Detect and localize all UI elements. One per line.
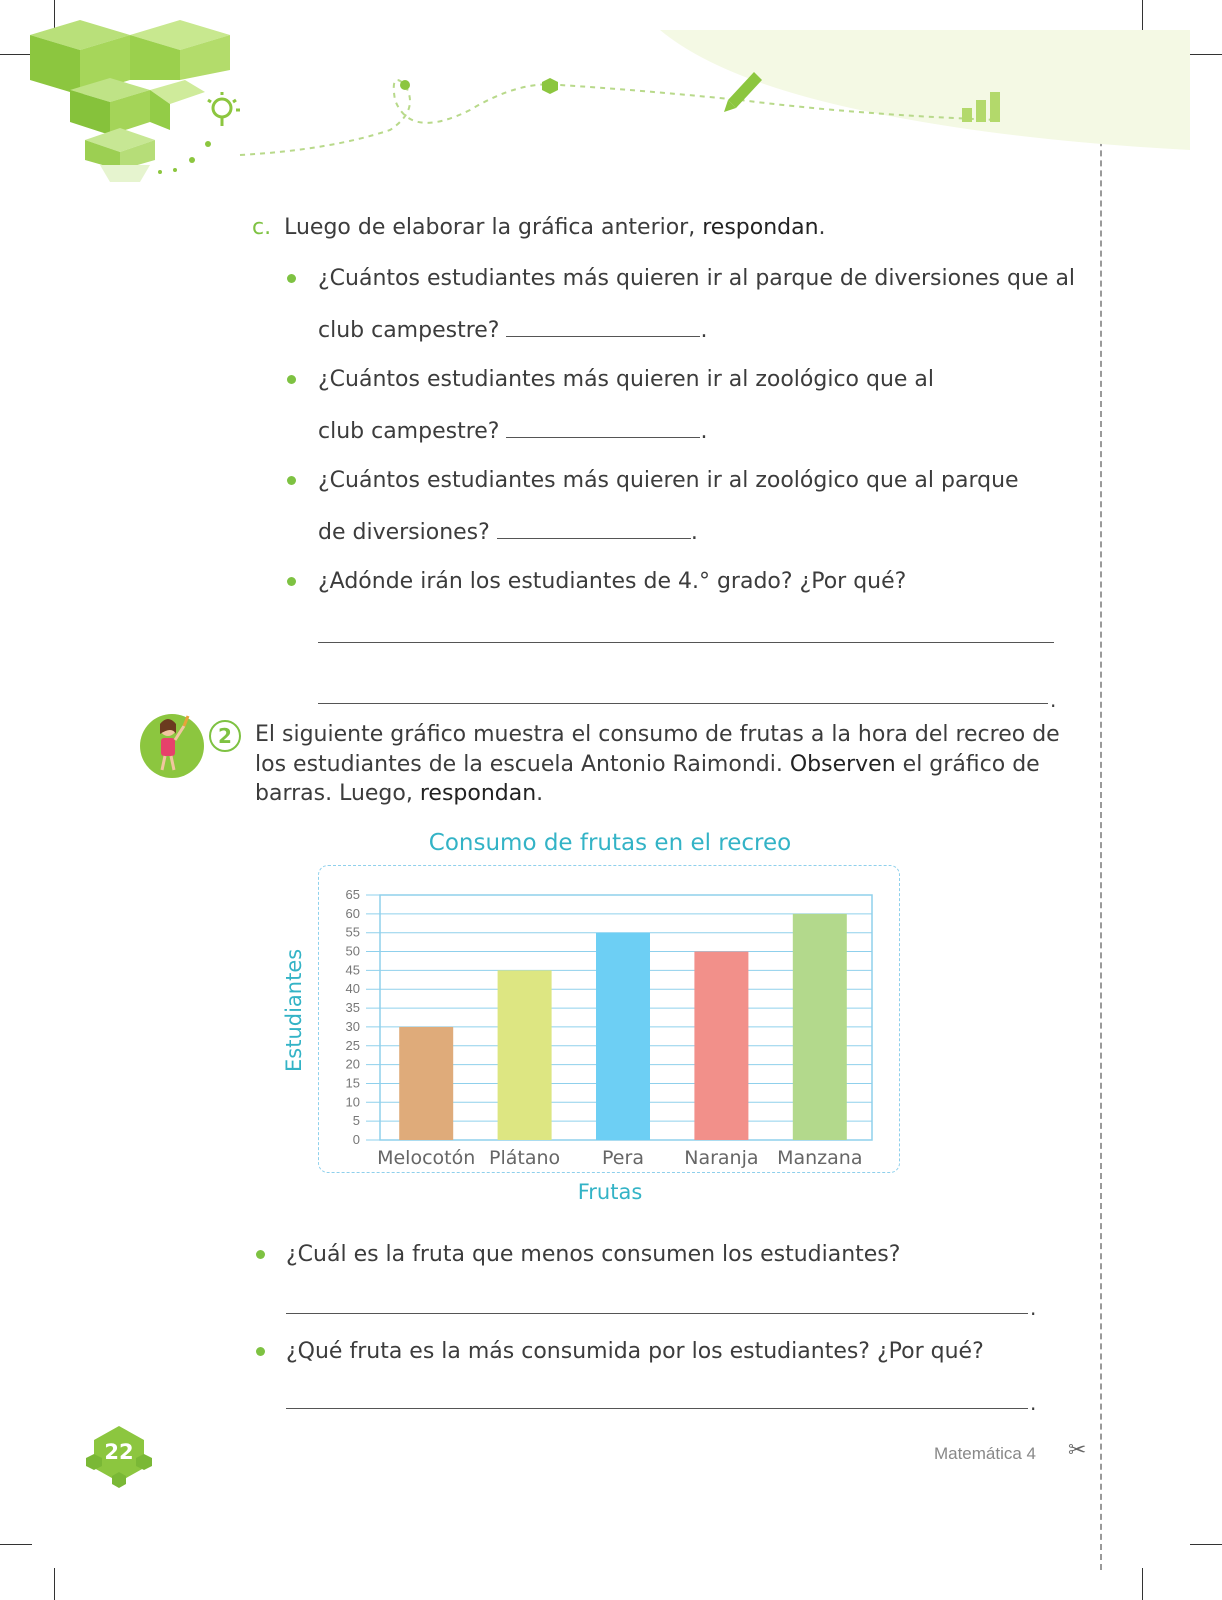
question-c1-line1: ¿Cuántos estudiantes más quieren ir al parque de diversiones que al <box>318 266 1076 291</box>
y-tick-label: 20 <box>345 1056 360 1072</box>
answer-line[interactable] <box>318 703 1048 704</box>
bar-chart <box>280 880 920 1210</box>
y-tick-label: 65 <box>345 887 360 902</box>
answer-line[interactable] <box>286 1313 1028 1314</box>
period: . <box>1030 1296 1037 1320</box>
question-2-1: ¿Cuál es la fruta que menos consumen los estudiantes? <box>286 1242 901 1267</box>
bullet <box>287 476 296 485</box>
activity-instructions-line3: barras. Luego, respondan. <box>255 781 544 806</box>
green-cubes-icon <box>30 20 230 182</box>
y-tick-label: 25 <box>345 1037 360 1053</box>
crop-mark <box>54 1568 55 1600</box>
x-tick-label: Manzana <box>777 1147 863 1169</box>
crop-mark <box>1142 1568 1143 1600</box>
y-axis-label: Estudiantes <box>282 948 306 1072</box>
header-decoration <box>0 0 1222 200</box>
x-axis-label: Frutas <box>577 1180 643 1204</box>
y-tick-label: 30 <box>345 1018 360 1034</box>
crop-mark <box>0 1544 32 1545</box>
activity-number-badge: 2 <box>209 720 241 752</box>
question-c3-line2: de diversiones? . <box>318 520 698 545</box>
cut-line <box>1100 30 1102 1570</box>
answer-blank[interactable] <box>506 417 700 438</box>
girl-illustration <box>138 712 206 780</box>
y-tick-label: 45 <box>345 962 360 978</box>
bullet <box>287 577 296 586</box>
y-tick-label: 5 <box>352 1113 360 1129</box>
book-title: Matemática 4 <box>933 1444 1036 1463</box>
lightbulb-icon <box>208 92 240 126</box>
section-letter: c. <box>252 215 272 240</box>
bar <box>793 914 847 1140</box>
section-intro: Luego de elaborar la gráfica anterior, respondan. <box>284 215 826 240</box>
y-tick-label: 50 <box>345 943 360 959</box>
period: . <box>1030 1391 1037 1415</box>
y-tick-label: 40 <box>345 981 360 997</box>
question-c4: ¿Adónde irán los estudiantes de 4.° grado? ¿Por qué? <box>318 569 907 594</box>
y-tick-label: 60 <box>345 905 360 921</box>
bullet <box>256 1347 265 1356</box>
y-tick-label: 0 <box>352 1132 360 1147</box>
bar <box>399 1027 453 1140</box>
x-tick-label: Plátano <box>489 1147 561 1169</box>
bullet <box>256 1250 265 1259</box>
bullet <box>287 375 296 384</box>
bar <box>498 970 552 1140</box>
pencil-icon <box>724 72 762 112</box>
question-2-2: ¿Qué fruta es la más consumida por los estudiantes? ¿Por qué? <box>286 1339 984 1364</box>
scissors-icon: ✂ <box>1068 1438 1087 1463</box>
question-c1-line2: club campestre? . <box>318 318 708 343</box>
activity-instructions-line1: El siguiente gráfico muestra el consumo de frutas a la hora del recreo de <box>255 722 1060 747</box>
y-tick-label: 35 <box>345 1000 360 1016</box>
chart-title: Consumo de frutas en el recreo <box>428 830 792 856</box>
page-number: 22 <box>104 1440 134 1464</box>
answer-blank[interactable] <box>497 518 691 539</box>
bar <box>694 952 748 1140</box>
y-tick-label: 15 <box>345 1075 360 1091</box>
activity-instructions-line2: los estudiantes de la escuela Antonio Raimondi. Observen el gráfico de <box>255 752 1040 777</box>
section-c-heading <box>252 215 826 241</box>
x-tick-label: Naranja <box>684 1147 759 1169</box>
answer-line[interactable] <box>318 642 1054 643</box>
bullet <box>287 274 296 283</box>
question-c2-line1: ¿Cuántos estudiantes más quieren ir al zoológico que al <box>318 367 935 392</box>
x-tick-label: Pera <box>602 1147 644 1169</box>
y-tick-label: 55 <box>345 924 360 940</box>
bar <box>596 933 650 1140</box>
period: . <box>1050 688 1057 712</box>
answer-blank[interactable] <box>506 316 700 337</box>
question-c3-line1: ¿Cuántos estudiantes más quieren ir al zoológico que al parque <box>318 468 1019 493</box>
small-cube-icon <box>542 78 558 94</box>
crop-mark <box>1190 1544 1222 1545</box>
answer-line[interactable] <box>286 1408 1028 1409</box>
x-tick-label: Melocotón <box>377 1147 476 1169</box>
y-tick-label: 10 <box>345 1094 360 1110</box>
question-c2-line2: club campestre? . <box>318 419 708 444</box>
